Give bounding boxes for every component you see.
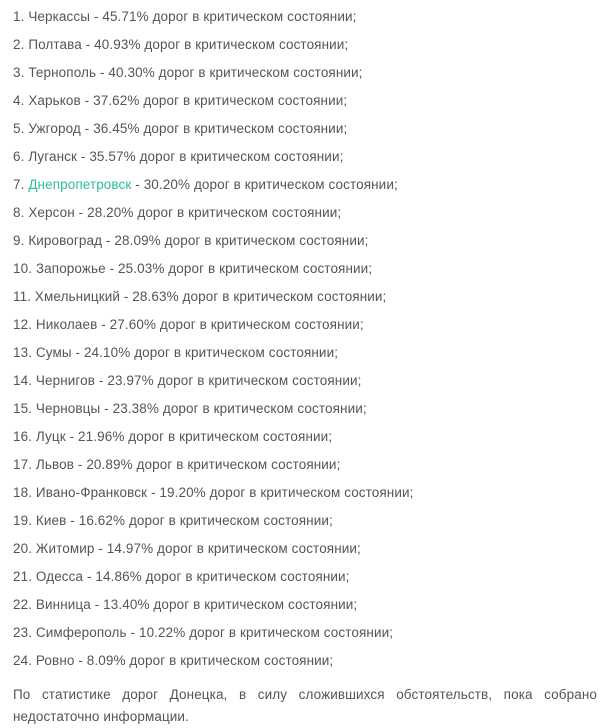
item-stat-text: - 28.63% дорог в критическом состоянии; [120, 289, 387, 304]
city-name: Херсон [28, 205, 75, 220]
city-link[interactable]: Днепропетровск [28, 177, 132, 192]
item-stat-text: - 40.93% дорог в критическом состоянии; [81, 37, 349, 52]
city-name: Кировоград [28, 233, 103, 248]
list-item [13, 93, 597, 109]
list-item [13, 485, 597, 501]
list-item [13, 625, 597, 641]
city-name: Запорожье [35, 261, 106, 276]
item-number: 16. [13, 429, 36, 444]
city-name: Львов [35, 457, 75, 472]
item-stat-text: - 28.20% дорог в критическом состоянии; [74, 205, 342, 220]
item-stat-text: - 30.20% дорог в критическом состоянии; [131, 177, 398, 192]
item-number: 2. [13, 37, 29, 52]
item-stat-text: - 28.09% дорог в критическом состоянии; [102, 233, 369, 248]
item-number: 13. [13, 345, 36, 360]
list-item [13, 317, 597, 333]
item-number: 24. [13, 653, 36, 668]
list-item [13, 345, 597, 361]
city-name: Черновцы [35, 401, 101, 416]
item-number: 11. [13, 289, 35, 304]
item-stat-text: - 35.57% дорог в критическом состоянии; [77, 149, 344, 164]
city-name: Ивано-Франковск [35, 485, 148, 500]
item-stat-text: - 19.20% дорог в критическом состоянии; [147, 485, 414, 500]
item-number: 1. [13, 9, 29, 24]
list-item [13, 9, 597, 25]
item-stat-text: - 10.22% дорог в критическом состоянии; [126, 625, 394, 640]
list-item [13, 513, 597, 529]
list-item [13, 177, 597, 193]
item-stat-text: - 40.30% дорог в критическом состоянии; [96, 65, 363, 80]
city-name: Одесса [35, 569, 84, 584]
item-number: 8. [13, 205, 29, 220]
item-number: 9. [13, 233, 29, 248]
city-list [13, 9, 597, 669]
item-number: 10. [13, 261, 36, 276]
city-name: Житомир [35, 541, 95, 556]
item-stat-text: - 27.60% дорог в критическом состоянии; [97, 317, 364, 332]
list-item [13, 65, 597, 81]
list-item [13, 121, 597, 137]
item-number: 4. [13, 93, 29, 108]
list-item [13, 569, 597, 585]
item-number: 7. [13, 177, 29, 192]
item-stat-text: - 14.97% дорог в критическом состоянии; [94, 541, 361, 556]
list-item [13, 373, 597, 389]
item-number: 21. [13, 569, 36, 584]
city-name: Ужгород [28, 121, 81, 136]
list-item [13, 429, 597, 445]
list-item [13, 261, 597, 277]
item-stat-text: - 24.10% дорог в критическом состоянии; [71, 345, 339, 360]
item-stat-text: - 16.62% дорог в критическом состоянии; [66, 513, 333, 528]
city-name: Тернополь [28, 65, 97, 80]
city-name: Сумы [35, 345, 72, 360]
city-name: Луганск [28, 149, 78, 164]
item-number: 3. [13, 65, 29, 80]
city-name: Винница [35, 597, 91, 612]
list-item [13, 149, 597, 165]
city-name: Полтава [28, 37, 82, 52]
item-stat-text: - 45.71% дорог в критическом состоянии; [90, 9, 357, 24]
item-stat-text: - 20.89% дорог в критическом состоянии; [74, 457, 341, 472]
item-number: 22. [13, 597, 36, 612]
item-number: 19. [13, 513, 36, 528]
city-name: Чернигов [35, 373, 96, 388]
item-number: 12. [13, 317, 36, 332]
item-stat-text: - 25.03% дорог в критическом состоянии; [105, 261, 373, 276]
item-stat-text: - 36.45% дорог в критическом состоянии; [80, 121, 348, 136]
item-stat-text: - 21.96% дорог в критическом состоянии; [65, 429, 333, 444]
city-name: Черкассы [28, 9, 91, 24]
item-stat-text: - 13.40% дорог в критическом состоянии; [90, 597, 358, 612]
item-number: 17. [13, 457, 36, 472]
city-name: Харьков [28, 93, 81, 108]
list-item [13, 233, 597, 249]
item-stat-text: - 8.09% дорог в критическом состоянии; [74, 653, 334, 668]
list-item [13, 541, 597, 557]
list-item [13, 401, 597, 417]
city-name: Киев [35, 513, 67, 528]
city-name: Хмельницкий [34, 289, 120, 304]
item-stat-text: - 23.97% дорог в критическом состоянии; [95, 373, 362, 388]
item-number: 6. [13, 149, 29, 164]
item-number: 14. [13, 373, 36, 388]
city-name: Ровно [35, 653, 75, 668]
city-name: Николаев [35, 317, 98, 332]
item-number: 5. [13, 121, 29, 136]
item-stat-text: - 14.86% дорог в критическом состоянии; [83, 569, 350, 584]
item-stat-text: - 37.62% дорог в критическом состоянии; [80, 93, 348, 108]
item-stat-text: - 23.38% дорог в критическом состоянии; [100, 401, 367, 416]
list-item [13, 457, 597, 473]
list-item [13, 597, 597, 613]
list-item [13, 289, 597, 305]
list-item [13, 37, 597, 53]
list-item [13, 653, 597, 669]
city-name: Луцк [35, 429, 66, 444]
item-number: 20. [13, 541, 36, 556]
city-name: Симферополь [35, 625, 127, 640]
item-number: 18. [13, 485, 36, 500]
item-number: 15. [13, 401, 36, 416]
item-number: 23. [13, 625, 36, 640]
footer-note: По статистике дорог Донецка, в силу сложившихся обстоятельств, пока собрано недостаточно информации. [13, 687, 597, 724]
list-item [13, 205, 597, 221]
